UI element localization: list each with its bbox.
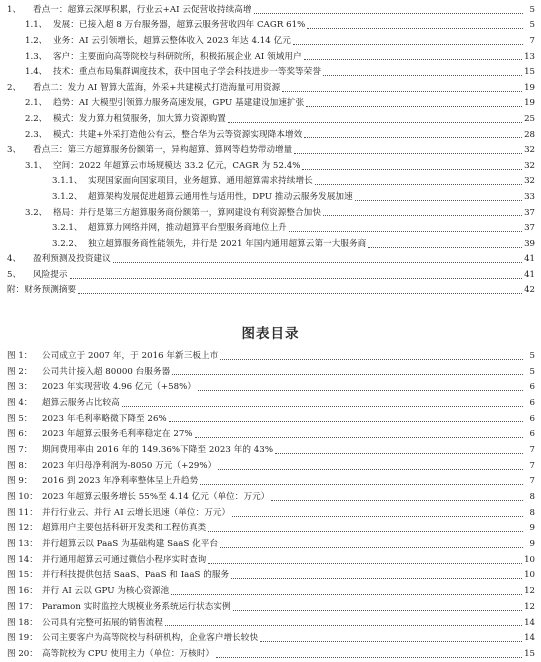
figures-entry[interactable]	[7, 630, 535, 646]
toc-entry[interactable]	[7, 189, 535, 205]
dot-leader	[271, 500, 523, 501]
dot-leader	[260, 641, 522, 642]
figures-entry-number: 图 2：	[7, 366, 33, 377]
figures-entry[interactable]	[7, 348, 535, 364]
toc-entry[interactable]	[7, 158, 535, 174]
toc-entry-number: 3、	[7, 145, 22, 156]
dot-leader	[172, 374, 523, 375]
toc-entry-number: 1.4、	[25, 67, 48, 78]
toc-entry-title: 发展：已接入超 8 万台服务器，超算云服务营收四年 CAGR 61%	[53, 20, 306, 31]
figures-entry[interactable]	[7, 395, 535, 411]
figures-entry-number: 图 5：	[7, 413, 33, 424]
dot-leader	[113, 262, 522, 263]
toc-entry-title: 实现国家面向国家项目，业务超算、通用超算需求持续增长	[88, 176, 313, 187]
toc-entry-title: 独立超算服务商性能领先，并行是 2021 年国内通用超算云第一大服务商	[88, 238, 367, 249]
dot-leader	[216, 657, 522, 658]
figures-entry[interactable]	[7, 646, 535, 662]
toc-entry[interactable]	[7, 49, 535, 65]
figures-entry-title: 并行行业云、并行 AI 云增长迅速（单位：万元）	[42, 507, 231, 518]
dot-leader	[302, 169, 522, 170]
toc-entry[interactable]	[7, 33, 535, 49]
figures-entry-number: 图 7：	[7, 444, 33, 455]
figures-entry-title: 公司主要客户为高等院校与科研机构，企业客户增长较快	[42, 633, 259, 644]
figures-entry-number: 图 8：	[7, 460, 33, 471]
dot-leader	[323, 75, 522, 76]
figures-entry[interactable]	[7, 489, 535, 505]
figures-entry-number: 图 15：	[7, 570, 38, 581]
toc-entry-number: 3.2.2、	[52, 238, 83, 249]
toc-entry[interactable]	[7, 267, 535, 283]
figures-entry-title: 2023 年毛利率略微下降至 26%	[42, 413, 167, 424]
figures-entry-title: 公司成立于 2007 年，于 2016 年新三板上市	[42, 350, 219, 361]
figures-entry-title: 期间费用率由 2016 年的 149.36%下降至 2023 年的 43%	[42, 444, 274, 455]
figures-entry-page: 12	[524, 586, 535, 597]
toc-entry-title: 业务：AI 云引领增长，超算云整体收入 2023 年达 4.14 亿元	[53, 35, 291, 46]
toc-entry-title: 技术：重点布局集群调度技术，获中国电子学会科技进步一等奖等荣誉	[53, 67, 321, 78]
figures-entry-page: 9	[529, 539, 535, 550]
dot-leader	[293, 44, 523, 45]
figures-entry[interactable]	[7, 536, 535, 552]
toc-entry-title: 看点三：第三方超算服务份额第一，异构超算、算网等趋势带动增量	[33, 145, 293, 156]
toc-entry-number: 2.2、	[25, 113, 48, 124]
figures-entry-title: 并行 AI 云以 GPU 为核心资源池	[42, 586, 170, 597]
figures-entry-number: 图 19：	[7, 633, 38, 644]
dot-leader	[323, 215, 522, 216]
figures-entry-title: 并行通用超算云可通过微信小程序实时查询	[42, 554, 207, 565]
figures-entry-number: 图 13：	[7, 539, 38, 550]
dot-leader	[275, 453, 523, 454]
toc-entry[interactable]	[7, 142, 535, 158]
dot-leader	[169, 421, 523, 422]
toc-entry[interactable]	[7, 283, 535, 299]
figures-entry-title: 超算用户主要包括科研开发类和工程仿真类	[42, 523, 207, 534]
figures-entry[interactable]	[7, 474, 535, 490]
toc-entry-number: 3.1.2、	[52, 191, 83, 202]
toc-entry[interactable]	[7, 236, 535, 252]
toc-entry-title: 客户：主要面向高等院校与科研院所，积极拓展企业 AI 领域用户	[53, 51, 302, 62]
dot-leader	[228, 122, 522, 123]
figures-entry-title: 2023 年实现营收 4.96 亿元（+58%）	[42, 382, 197, 393]
dot-leader	[355, 200, 522, 201]
dot-leader	[289, 231, 522, 232]
figures-entry-page: 8	[529, 507, 535, 518]
figures-index	[7, 348, 535, 662]
toc-entry-title: 空间：2022 年超算云市场规模达 33.2 亿元，CAGR 为 52.4%	[53, 160, 301, 171]
figures-entry-page: 5	[529, 366, 535, 377]
figures-entry-page: 6	[529, 397, 535, 408]
figures-entry-title: 公司共计接入超 80000 台服务器	[42, 366, 171, 377]
toc-entry-number: 2.1、	[25, 98, 48, 109]
toc-entry[interactable]	[7, 111, 535, 127]
toc-entry-page: 41	[524, 254, 535, 265]
toc-entry-title: 看点一：超算云深厚积累，行业云+AI 云促营收持续高增	[33, 4, 252, 15]
dot-leader	[220, 547, 523, 548]
toc-entry-page: 19	[524, 98, 535, 109]
toc-entry-title: 附：财务预测摘要	[7, 285, 77, 296]
figures-entry-title: 超算云服务占比较高	[42, 397, 120, 408]
figures-entry-number: 图 6：	[7, 429, 33, 440]
toc-entry-page: 33	[524, 191, 535, 202]
dot-leader	[220, 359, 523, 360]
toc-entry-page: 41	[524, 269, 535, 280]
toc-entry-number: 2、	[7, 82, 22, 93]
figures-entry-title: 2023 年超算云服务增长 55%至 4.14 亿元（单位：万元）	[42, 492, 270, 503]
figures-entry-page: 6	[529, 413, 535, 424]
toc-entry-title: 盈利预测及投资建议	[33, 254, 111, 265]
figures-entry[interactable]	[7, 583, 535, 599]
toc-entry-page: 37	[524, 207, 535, 218]
dot-leader	[70, 278, 522, 279]
table-of-contents	[7, 2, 535, 298]
figures-entry-page: 9	[529, 523, 535, 534]
toc-entry[interactable]	[7, 252, 535, 268]
toc-entry[interactable]	[7, 64, 535, 80]
dot-leader	[306, 106, 522, 107]
dot-leader	[294, 153, 522, 154]
figures-entry-number: 图 1：	[7, 350, 33, 361]
figures-entry[interactable]	[7, 426, 535, 442]
toc-entry-page: 42	[524, 285, 535, 296]
figures-entry-number: 图 14：	[7, 554, 38, 565]
figures-entry[interactable]	[7, 568, 535, 584]
toc-entry-title: 超算算力网络并网，推动超算平台型服务商地位上升	[88, 223, 287, 234]
figures-entry-number: 图 20：	[7, 648, 38, 659]
toc-entry-page: 13	[524, 51, 535, 62]
figures-entry[interactable]	[7, 442, 535, 458]
figures-entry-title: 2023 年超算云服务毛利率稳定在 27%	[42, 429, 193, 440]
dot-leader	[304, 137, 522, 138]
figures-entry-page: 14	[524, 633, 535, 644]
figures-entry-page: 6	[529, 429, 535, 440]
toc-entry-title: 风险提示	[33, 269, 68, 280]
toc-entry-number: 2.3、	[25, 129, 48, 140]
figures-entry-page: 8	[529, 492, 535, 503]
toc-entry-page: 5	[529, 20, 535, 31]
figures-entry-page: 14	[524, 617, 535, 628]
toc-entry-page: 7	[529, 35, 535, 46]
toc-entry-page: 5	[529, 4, 535, 15]
figures-entry-title: 2016 到 2023 年净利率整体呈上升趋势	[42, 476, 199, 487]
figures-entry-page: 7	[529, 444, 535, 455]
toc-entry-title: 模式：共建+外采打造他公有云，整合华为云等资源实现降本增效	[53, 129, 303, 140]
toc-entry[interactable]	[7, 220, 535, 236]
dot-leader	[254, 13, 523, 14]
toc-entry[interactable]	[7, 18, 535, 34]
figures-entry-title: 公司具有完整可拓展的销售流程	[42, 617, 164, 628]
toc-entry[interactable]	[7, 127, 535, 143]
dot-leader	[200, 484, 523, 485]
toc-entry-number: 1.1、	[25, 20, 48, 31]
toc-entry-number: 1、	[7, 4, 22, 15]
toc-entry-page: 15	[524, 67, 535, 78]
toc-entry-number: 3.1.1、	[52, 176, 83, 187]
figures-entry[interactable]	[7, 505, 535, 521]
dot-leader	[208, 531, 523, 532]
figures-entry[interactable]	[7, 458, 535, 474]
figures-entry-title: 高等院校为 CPU 使用主力（单位：万核时）	[42, 648, 215, 659]
toc-entry-number: 1.2、	[25, 35, 48, 46]
figures-entry-page: 10	[524, 554, 535, 565]
figures-entry-page: 7	[529, 460, 535, 471]
toc-entry-number: 3.1、	[25, 160, 48, 171]
dot-leader	[368, 247, 522, 248]
toc-entry-page: 32	[524, 145, 535, 156]
dot-leader	[282, 91, 522, 92]
figures-entry[interactable]	[7, 364, 535, 380]
toc-entry[interactable]	[7, 96, 535, 112]
dot-leader	[198, 390, 523, 391]
figures-entry-title: Paramon 实时监控大规模业务系统运行状态实例	[42, 601, 231, 612]
figures-entry-number: 图 4：	[7, 397, 33, 408]
figures-entry-number: 图 11：	[7, 507, 38, 518]
dot-leader	[231, 578, 522, 579]
toc-entry-page: 37	[524, 223, 535, 234]
figures-entry-title: 并行科技提供包括 SaaS、PaaS 和 IaaS 的服务	[42, 570, 230, 581]
dot-leader	[122, 406, 523, 407]
figures-entry-number: 图 18：	[7, 617, 38, 628]
toc-entry-title: 格局：并行是第三方超算服务商份额第一，算网建设有利资源整合加快	[53, 207, 321, 218]
toc-entry-page: 32	[524, 160, 535, 171]
figures-entry[interactable]	[7, 411, 535, 427]
dot-leader	[165, 625, 522, 626]
toc-entry[interactable]	[7, 2, 535, 18]
figures-entry-page: 10	[524, 570, 535, 581]
figures-entry[interactable]	[7, 599, 535, 615]
figures-entry[interactable]	[7, 379, 535, 395]
dot-leader	[304, 59, 522, 60]
figures-entry[interactable]	[7, 615, 535, 631]
dot-leader	[195, 437, 523, 438]
figures-entry-page: 6	[529, 382, 535, 393]
dot-leader	[232, 516, 523, 517]
toc-entry[interactable]	[7, 205, 535, 221]
figures-entry-number: 图 3：	[7, 382, 33, 393]
figures-entry[interactable]	[7, 521, 535, 537]
figures-entry-number: 图 9：	[7, 476, 33, 487]
toc-entry-page: 25	[524, 113, 535, 124]
dot-leader	[315, 184, 522, 185]
toc-entry-title: 超算架构发展促进超算云通用性与适用性，DPU 推动云服务发展加速	[88, 191, 353, 202]
figures-entry-number: 图 10：	[7, 492, 38, 503]
figures-entry-page: 12	[524, 601, 535, 612]
figures-entry-number: 图 16：	[7, 586, 38, 597]
dot-leader	[78, 293, 522, 294]
toc-entry-title: 趋势：AI 大模型引领算力服务高速发展，GPU 基建建设加速扩张	[53, 98, 305, 109]
figures-entry-title: 2023 年归母净利润为-8050 万元（+29%）	[42, 460, 217, 471]
dot-leader	[171, 594, 522, 595]
toc-entry-number: 3.2.1、	[52, 223, 83, 234]
dot-leader	[233, 610, 522, 611]
figures-entry-page: 15	[524, 648, 535, 659]
toc-entry-number: 5、	[7, 269, 22, 280]
figures-index-title: 图表目录	[241, 326, 300, 342]
figures-entry-page: 7	[529, 476, 535, 487]
toc-entry-page: 39	[524, 238, 535, 249]
toc-entry-number: 1.3、	[25, 51, 48, 62]
toc-entry[interactable]	[7, 174, 535, 190]
toc-entry-page: 28	[524, 129, 535, 140]
toc-entry-page: 32	[524, 176, 535, 187]
toc-entry-number: 4、	[7, 254, 22, 265]
toc-entry[interactable]	[7, 80, 535, 96]
figures-entry[interactable]	[7, 552, 535, 568]
toc-entry-page: 19	[524, 82, 535, 93]
toc-entry-title: 看点二：发力 AI 智算大蓝海，外采+共建模式打造海量可用资源	[33, 82, 281, 93]
figures-entry-number: 图 17：	[7, 601, 38, 612]
toc-entry-number: 3.2、	[25, 207, 48, 218]
dot-leader	[218, 469, 523, 470]
figures-entry-page: 5	[529, 350, 535, 361]
figures-entry-number: 图 12：	[7, 523, 38, 534]
figures-entry-title: 并行超算云以 PaaS 为基础构建 SaaS 化平台	[42, 539, 219, 550]
toc-entry-title: 模式：发力算力租赁服务，加大算力资源购置	[53, 113, 226, 124]
dot-leader	[307, 28, 523, 29]
dot-leader	[208, 563, 522, 564]
